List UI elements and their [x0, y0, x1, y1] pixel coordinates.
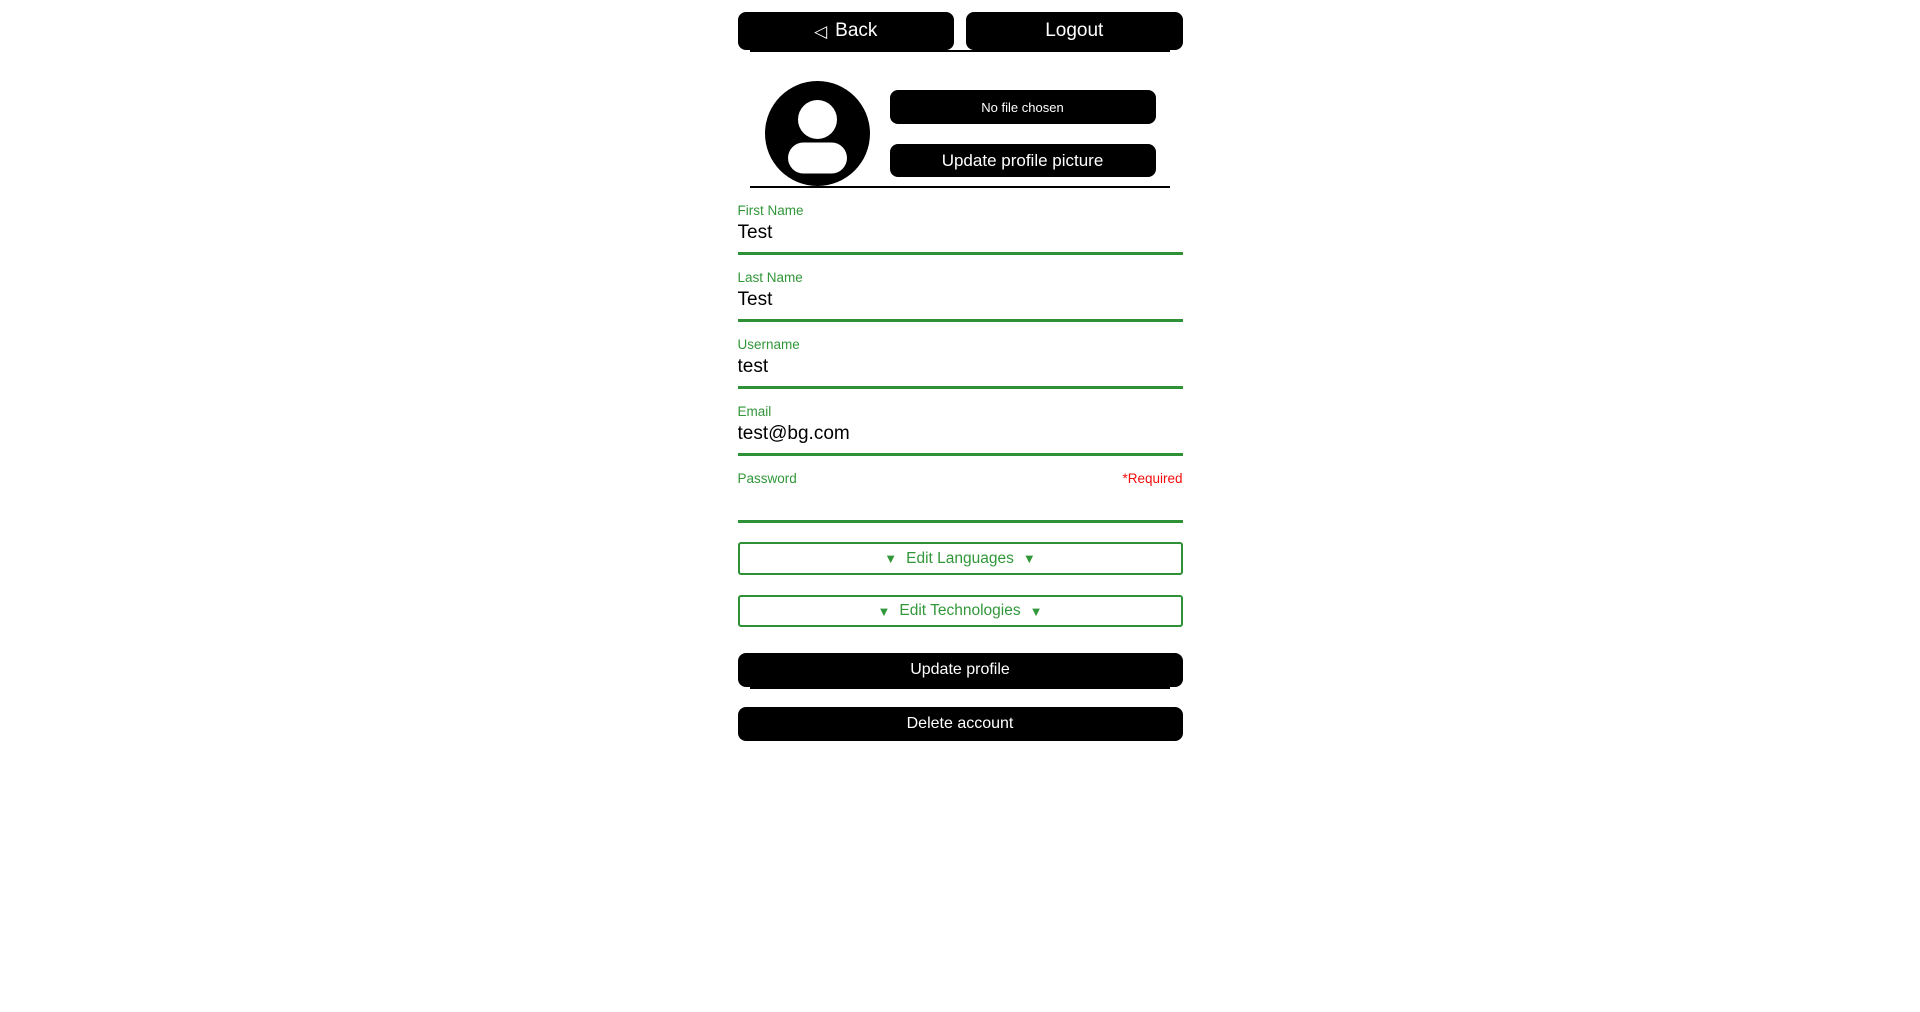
profile-picture-section	[738, 81, 1183, 186]
profile-form	[738, 203, 1183, 687]
email-label: Email	[737, 404, 772, 419]
back-button-label: Back	[835, 20, 878, 41]
username-input[interactable]	[738, 353, 1183, 389]
actions-divider	[750, 687, 1170, 689]
password-label: Password	[737, 471, 797, 486]
logout-button[interactable]	[966, 12, 1183, 50]
update-profile-label: Update profile	[910, 661, 1010, 678]
logout-button-label: Logout	[1045, 20, 1104, 41]
field-last-name	[738, 270, 1183, 322]
chevron-down-icon: ▼	[1022, 551, 1036, 566]
username-label: Username	[737, 337, 800, 352]
delete-account-button[interactable]	[738, 707, 1183, 741]
back-button[interactable]	[738, 12, 955, 50]
profile-settings-page	[738, 0, 1183, 741]
picture-buttons	[890, 90, 1156, 177]
last-name-input[interactable]	[738, 286, 1183, 322]
edit-languages-label: Edit Languages	[906, 549, 1014, 567]
person-avatar-icon	[765, 81, 870, 186]
username-label-row	[738, 337, 1183, 353]
field-username	[738, 337, 1183, 389]
header	[738, 12, 1183, 50]
first-name-label: First Name	[737, 203, 804, 218]
field-email	[738, 404, 1183, 456]
edit-languages-button[interactable]	[738, 542, 1183, 575]
chevron-down-icon: ▼	[877, 603, 891, 619]
back-arrow-icon: ◁	[814, 21, 828, 41]
chevron-down-icon: ▼	[1029, 603, 1043, 619]
password-input[interactable]	[738, 487, 1183, 523]
update-picture-button[interactable]	[890, 144, 1156, 177]
last-name-label: Last Name	[737, 270, 803, 285]
update-picture-label: Update profile picture	[941, 150, 1104, 170]
password-label-row	[738, 471, 1183, 487]
first-name-input[interactable]	[738, 219, 1183, 255]
file-chooser-button[interactable]	[890, 90, 1156, 124]
field-first-name	[738, 203, 1183, 255]
update-profile-button[interactable]	[738, 653, 1183, 687]
email-input[interactable]	[738, 420, 1183, 456]
header-divider	[750, 50, 1170, 52]
chevron-down-icon: ▼	[884, 551, 898, 566]
file-chooser-status: No file chosen	[981, 99, 1064, 115]
delete-account-label: Delete account	[906, 715, 1014, 732]
first-name-label-row	[738, 203, 1183, 219]
field-password	[738, 471, 1183, 523]
email-label-row	[738, 404, 1183, 420]
edit-technologies-button[interactable]	[738, 595, 1183, 627]
password-required-note: *Required	[1122, 471, 1183, 486]
edit-technologies-label: Edit Technologies	[899, 602, 1021, 619]
section-divider	[750, 186, 1170, 188]
last-name-label-row	[738, 270, 1183, 286]
